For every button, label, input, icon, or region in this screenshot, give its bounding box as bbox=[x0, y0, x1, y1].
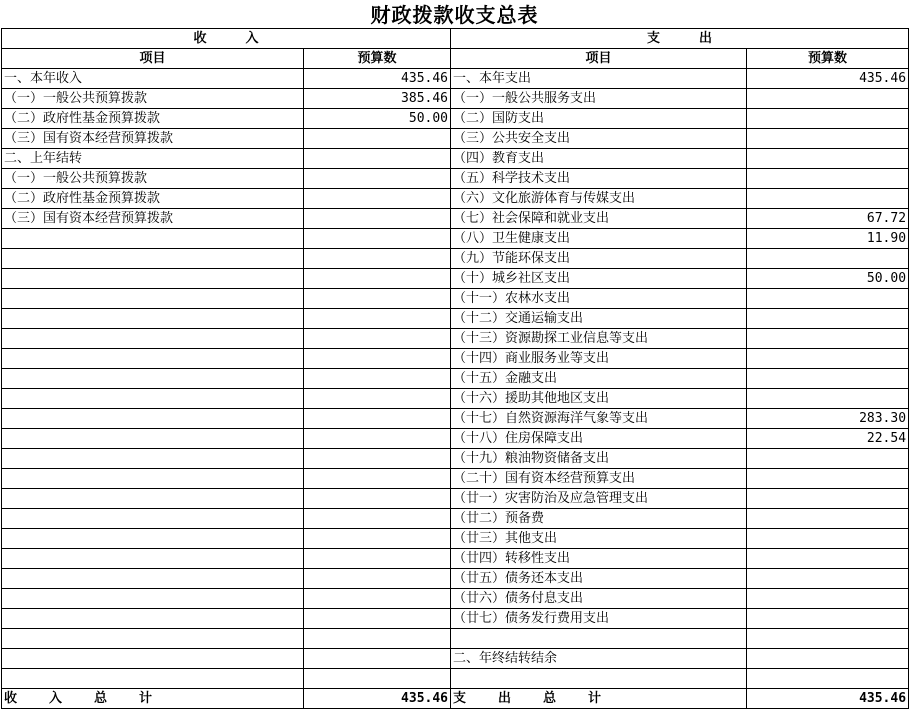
expense-group-header: 支 出 bbox=[451, 29, 909, 49]
expense-item-cell: （一）一般公共服务支出 bbox=[451, 89, 747, 109]
table-row bbox=[2, 129, 909, 149]
expense-item-cell: （十一）农林水支出 bbox=[451, 289, 747, 309]
income-item-cell bbox=[2, 329, 304, 349]
income-value-cell bbox=[304, 469, 451, 489]
expense-item-cell: （三）公共安全支出 bbox=[451, 129, 747, 149]
expense-value-cell bbox=[747, 589, 909, 609]
income-item-cell bbox=[2, 289, 304, 309]
income-value-cell bbox=[304, 389, 451, 409]
income-value-cell bbox=[304, 549, 451, 569]
expense-item-cell: （九）节能环保支出 bbox=[451, 249, 747, 269]
income-value-cell bbox=[304, 509, 451, 529]
expense-value-cell bbox=[747, 149, 909, 169]
income-item-cell bbox=[2, 269, 304, 289]
income-item-cell: （三）国有资本经营预算拨款 bbox=[2, 129, 304, 149]
expense-value-cell bbox=[747, 469, 909, 489]
income-item-cell bbox=[2, 489, 304, 509]
expense-item-cell: （二十）国有资本经营预算支出 bbox=[451, 469, 747, 489]
income-item-cell bbox=[2, 629, 304, 649]
income-value-cell bbox=[304, 409, 451, 429]
income-value-cell bbox=[304, 269, 451, 289]
table-row bbox=[2, 149, 909, 169]
table-row bbox=[2, 549, 909, 569]
expense-value-cell bbox=[747, 489, 909, 509]
income-item-cell bbox=[2, 549, 304, 569]
income-value-cell: 50.00 bbox=[304, 109, 451, 129]
expense-item-cell: （廿二）预备费 bbox=[451, 509, 747, 529]
income-total-value: 435.46 bbox=[304, 689, 451, 709]
income-item-cell: （二）政府性基金预算拨款 bbox=[2, 109, 304, 129]
table-row bbox=[2, 629, 909, 649]
expense-value-cell bbox=[747, 569, 909, 589]
income-value-cell bbox=[304, 649, 451, 669]
expense-value-cell bbox=[747, 189, 909, 209]
table-row bbox=[2, 109, 909, 129]
income-item-cell: 一、本年收入 bbox=[2, 69, 304, 89]
expense-item-cell: （四）教育支出 bbox=[451, 149, 747, 169]
expense-item-cell: （六）文化旅游体育与传媒支出 bbox=[451, 189, 747, 209]
expense-item-cell: （八）卫生健康支出 bbox=[451, 229, 747, 249]
table-row bbox=[2, 349, 909, 369]
income-value-cell bbox=[304, 149, 451, 169]
table-row bbox=[2, 509, 909, 529]
income-value-cell bbox=[304, 629, 451, 649]
table-row bbox=[2, 669, 909, 689]
income-item-cell: （二）政府性基金预算拨款 bbox=[2, 189, 304, 209]
income-value-cell bbox=[304, 129, 451, 149]
table-row bbox=[2, 249, 909, 269]
income-item-cell bbox=[2, 429, 304, 449]
expense-value-cell: 22.54 bbox=[747, 429, 909, 449]
expense-value-cell bbox=[747, 649, 909, 669]
income-item-cell bbox=[2, 229, 304, 249]
income-value-cell bbox=[304, 189, 451, 209]
income-value-cell bbox=[304, 329, 451, 349]
expense-value-cell bbox=[747, 169, 909, 189]
income-item-cell: （三）国有资本经营预算拨款 bbox=[2, 209, 304, 229]
expense-value-cell bbox=[747, 509, 909, 529]
expense-total-value: 435.46 bbox=[747, 689, 909, 709]
income-item-cell: 二、上年结转 bbox=[2, 149, 304, 169]
income-value-cell bbox=[304, 309, 451, 329]
expense-value-cell bbox=[747, 669, 909, 689]
income-value-cell bbox=[304, 489, 451, 509]
table-row bbox=[2, 369, 909, 389]
expense-value-cell: 283.30 bbox=[747, 409, 909, 429]
expense-value-cell bbox=[747, 529, 909, 549]
expense-value-cell bbox=[747, 389, 909, 409]
expense-item-cell: （五）科学技术支出 bbox=[451, 169, 747, 189]
income-item-cell bbox=[2, 469, 304, 489]
income-group-header: 收 入 bbox=[2, 29, 451, 49]
expense-item-cell: （廿六）债务付息支出 bbox=[451, 589, 747, 609]
table-row bbox=[2, 609, 909, 629]
income-budget-header: 预算数 bbox=[304, 49, 451, 69]
expense-item-cell: （十二）交通运输支出 bbox=[451, 309, 747, 329]
expense-item-cell: （廿三）其他支出 bbox=[451, 529, 747, 549]
income-value-cell bbox=[304, 369, 451, 389]
income-item-cell bbox=[2, 529, 304, 549]
expense-item-cell bbox=[451, 669, 747, 689]
table-row bbox=[2, 209, 909, 229]
table-row bbox=[2, 329, 909, 349]
table-row bbox=[2, 169, 909, 189]
income-item-cell bbox=[2, 509, 304, 529]
expense-item-cell: （廿一）灾害防治及应急管理支出 bbox=[451, 489, 747, 509]
income-item-cell bbox=[2, 389, 304, 409]
income-value-cell bbox=[304, 449, 451, 469]
income-item-header: 项目 bbox=[2, 49, 304, 69]
expense-item-cell bbox=[451, 629, 747, 649]
expense-value-cell bbox=[747, 629, 909, 649]
income-item-cell: （一）一般公共预算拨款 bbox=[2, 89, 304, 109]
expense-item-cell: （廿四）转移性支出 bbox=[451, 549, 747, 569]
table-row bbox=[2, 569, 909, 589]
table-row bbox=[2, 429, 909, 449]
expense-value-cell bbox=[747, 369, 909, 389]
table-row bbox=[2, 389, 909, 409]
expense-value-cell bbox=[747, 89, 909, 109]
table-row bbox=[2, 189, 909, 209]
expense-value-cell bbox=[747, 349, 909, 369]
income-item-cell bbox=[2, 649, 304, 669]
income-item-cell bbox=[2, 249, 304, 269]
income-item-cell bbox=[2, 609, 304, 629]
expense-value-cell: 11.90 bbox=[747, 229, 909, 249]
income-total-label: 收 入 总 计 bbox=[2, 689, 304, 709]
expense-item-cell: 二、年终结转结余 bbox=[451, 649, 747, 669]
table-row bbox=[2, 309, 909, 329]
expense-value-cell bbox=[747, 449, 909, 469]
expense-item-cell: （七）社会保障和就业支出 bbox=[451, 209, 747, 229]
income-value-cell bbox=[304, 229, 451, 249]
column-header-row bbox=[2, 49, 909, 69]
expense-item-cell: （十七）自然资源海洋气象等支出 bbox=[451, 409, 747, 429]
expense-value-cell: 435.46 bbox=[747, 69, 909, 89]
income-value-cell: 435.46 bbox=[304, 69, 451, 89]
expense-value-cell bbox=[747, 309, 909, 329]
totals-row bbox=[2, 689, 909, 709]
expense-value-cell bbox=[747, 329, 909, 349]
expense-item-cell: 一、本年支出 bbox=[451, 69, 747, 89]
expense-value-cell bbox=[747, 609, 909, 629]
expense-item-header: 项目 bbox=[451, 49, 747, 69]
expense-total-label: 支 出 总 计 bbox=[451, 689, 747, 709]
income-item-cell bbox=[2, 589, 304, 609]
income-item-cell bbox=[2, 349, 304, 369]
income-value-cell bbox=[304, 289, 451, 309]
expense-value-cell bbox=[747, 549, 909, 569]
table-row bbox=[2, 289, 909, 309]
expense-item-cell: （廿七）债务发行费用支出 bbox=[451, 609, 747, 629]
income-value-cell bbox=[304, 529, 451, 549]
income-item-cell bbox=[2, 669, 304, 689]
income-item-cell bbox=[2, 449, 304, 469]
income-item-cell bbox=[2, 309, 304, 329]
income-item-cell bbox=[2, 569, 304, 589]
table-row bbox=[2, 229, 909, 249]
income-expense-table bbox=[1, 28, 909, 709]
expense-budget-header: 预算数 bbox=[747, 49, 909, 69]
expense-value-cell bbox=[747, 129, 909, 149]
income-value-cell: 385.46 bbox=[304, 89, 451, 109]
income-value-cell bbox=[304, 589, 451, 609]
table-row bbox=[2, 269, 909, 289]
income-item-cell bbox=[2, 409, 304, 429]
table-row bbox=[2, 589, 909, 609]
expense-value-cell bbox=[747, 289, 909, 309]
expense-value-cell bbox=[747, 109, 909, 129]
expense-item-cell: （十三）资源勘探工业信息等支出 bbox=[451, 329, 747, 349]
income-value-cell bbox=[304, 209, 451, 229]
expense-item-cell: （廿五）债务还本支出 bbox=[451, 569, 747, 589]
expense-value-cell: 50.00 bbox=[747, 269, 909, 289]
table-row bbox=[2, 89, 909, 109]
income-value-cell bbox=[304, 349, 451, 369]
table-row bbox=[2, 69, 909, 89]
income-value-cell bbox=[304, 609, 451, 629]
income-value-cell bbox=[304, 569, 451, 589]
report-title: 财政拨款收支总表 bbox=[370, 3, 539, 27]
income-item-cell bbox=[2, 369, 304, 389]
income-value-cell bbox=[304, 429, 451, 449]
expense-item-cell: （十四）商业服务业等支出 bbox=[451, 349, 747, 369]
income-value-cell bbox=[304, 669, 451, 689]
expense-item-cell: （十八）住房保障支出 bbox=[451, 429, 747, 449]
table-row bbox=[2, 449, 909, 469]
income-value-cell bbox=[304, 249, 451, 269]
expense-item-cell: （二）国防支出 bbox=[451, 109, 747, 129]
expense-item-cell: （十五）金融支出 bbox=[451, 369, 747, 389]
expense-item-cell: （十九）粮油物资储备支出 bbox=[451, 449, 747, 469]
expense-value-cell: 67.72 bbox=[747, 209, 909, 229]
table-row bbox=[2, 469, 909, 489]
table-row bbox=[2, 409, 909, 429]
expense-item-cell: （十）城乡社区支出 bbox=[451, 269, 747, 289]
table-row bbox=[2, 529, 909, 549]
table-row bbox=[2, 649, 909, 669]
expense-value-cell bbox=[747, 249, 909, 269]
table-row bbox=[2, 489, 909, 509]
income-value-cell bbox=[304, 169, 451, 189]
income-item-cell: （一）一般公共预算拨款 bbox=[2, 169, 304, 189]
group-header-row bbox=[2, 29, 909, 49]
expense-item-cell: （十六）援助其他地区支出 bbox=[451, 389, 747, 409]
